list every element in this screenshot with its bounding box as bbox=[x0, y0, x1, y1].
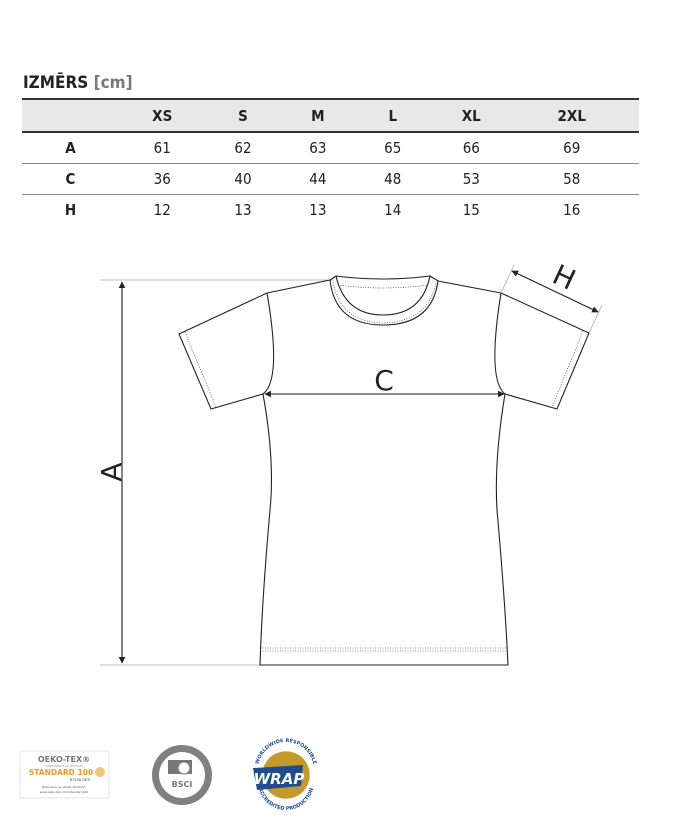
column-header: 2XL bbox=[512, 99, 631, 132]
table-cell: 62 bbox=[206, 132, 281, 164]
oeko-standard: STANDARD 100 bbox=[28, 768, 94, 777]
wrap-bottom: ACCREDITED PRODUCTION bbox=[256, 787, 316, 813]
label-a: A bbox=[95, 462, 128, 482]
table-cell: 69 bbox=[512, 132, 631, 164]
oeko-sub: CONFIDENCE IN TEXTILES bbox=[44, 764, 84, 768]
oeko-code: 67150 OETI bbox=[69, 778, 91, 782]
collar-inner bbox=[336, 276, 430, 315]
table-cell: 36 bbox=[119, 164, 206, 195]
table-cell: 61 bbox=[119, 132, 206, 164]
row-label: H bbox=[64, 201, 77, 219]
label-h: H bbox=[547, 257, 581, 297]
wrap-top: WORLDWIDE RESPONSIBLE bbox=[254, 737, 318, 766]
wrap-name: WRAP bbox=[253, 770, 305, 788]
table-cell: 44 bbox=[280, 164, 355, 195]
oeko-note1: Testováno na obsah škodlivin. bbox=[41, 785, 87, 789]
collar bbox=[330, 280, 438, 325]
collar-stitch bbox=[333, 282, 436, 323]
table-cell: 12 bbox=[153, 201, 171, 219]
left-sleeve-stitch bbox=[185, 332, 216, 407]
table-cell: 66 bbox=[430, 132, 512, 164]
table-cell: 65 bbox=[355, 132, 430, 164]
tshirt-outline bbox=[179, 276, 589, 665]
bsci-name: BSCI bbox=[171, 780, 193, 789]
label-c: C bbox=[374, 364, 394, 397]
neck-stitch bbox=[338, 285, 428, 288]
row-label: A bbox=[22, 132, 119, 164]
oeko-name: OEKO-TEX® bbox=[37, 755, 91, 764]
left-armhole bbox=[263, 293, 274, 394]
table-cell: 13 bbox=[234, 201, 252, 219]
unit-text: [cm] bbox=[93, 73, 133, 93]
table-cell: 13 bbox=[309, 201, 327, 219]
table-cell: 48 bbox=[355, 164, 430, 195]
table-cell: 53 bbox=[430, 164, 512, 195]
table-cell: 14 bbox=[384, 201, 402, 219]
column-header: XS bbox=[119, 99, 206, 132]
bsci-logo bbox=[152, 745, 212, 805]
table-cell: 40 bbox=[206, 164, 281, 195]
oeko-tex-logo bbox=[20, 751, 109, 798]
right-sleeve-stitch bbox=[552, 331, 583, 407]
guide-h1 bbox=[501, 265, 514, 293]
column-header: M bbox=[280, 99, 355, 132]
table-cell: 58 bbox=[512, 164, 631, 195]
oeko-note2: www.oeko-tex.com/standard100 bbox=[39, 790, 89, 794]
right-armhole bbox=[495, 293, 505, 394]
table-cell: 15 bbox=[462, 201, 480, 219]
column-header: S bbox=[206, 99, 281, 132]
row-label: C bbox=[22, 164, 119, 195]
table-cell: 63 bbox=[280, 132, 355, 164]
column-header: L bbox=[355, 99, 430, 132]
title-text: IZMĒRS bbox=[23, 73, 89, 93]
table-cell: 16 bbox=[563, 201, 581, 219]
column-header: XL bbox=[430, 99, 512, 132]
wrap-logo bbox=[253, 738, 318, 812]
